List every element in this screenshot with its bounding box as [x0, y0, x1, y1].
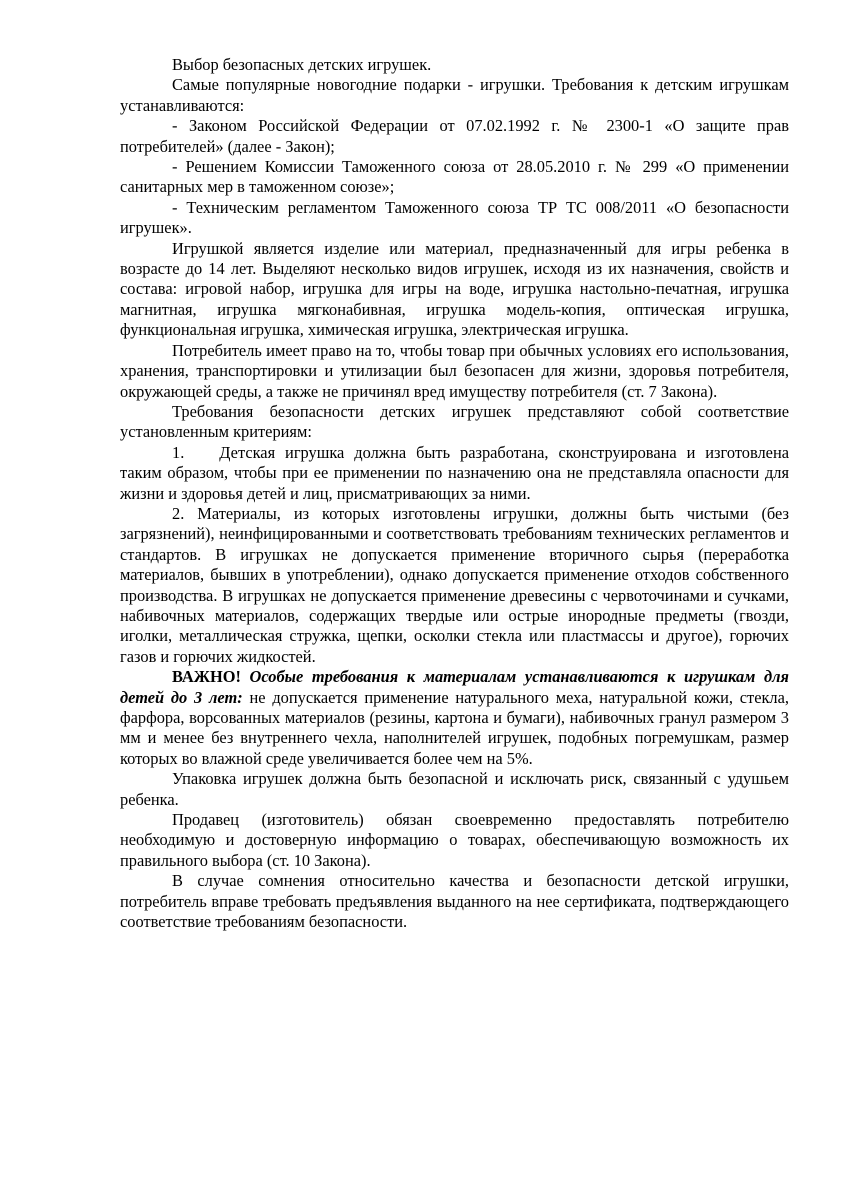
law-item: - Техническим регламентом Таможенного союза ТР ТС 008/2011 «О безопасности игрушек». [120, 197, 789, 238]
important-emphasis: Особые требования к материалам устанавливаются к игрушкам для детей до 3 лет: [120, 667, 789, 707]
criterion-1 [120, 443, 789, 504]
document-title: Выбор безопасных детских игрушек. [172, 55, 432, 74]
intro-paragraph: Самые популярные новогодние подарки - игрушки. Требования к детским игрушкам устанавливаются: [120, 75, 789, 115]
criterion-1-number: 1. [172, 442, 185, 462]
criteria-intro-paragraph: Требования безопасности детских игрушек представляют собой соответствие установленным критериям: [120, 401, 789, 442]
seller-duty-paragraph: Продавец (изготовитель) обязан своевременно предоставлять потребителю необходимую и достоверную информацию о товарах, обеспечивающую возможность их правильного выбора (ст. 10 Закона). [120, 810, 789, 870]
important-label: ВАЖНО! [172, 667, 241, 687]
packaging-paragraph: Упаковка игрушек должна быть безопасной и исключать риск, связанный с удушьем ребенка. [120, 769, 789, 809]
consumer-right-paragraph: Потребитель имеет право на то, чтобы товар при обычных условиях его использования, хранения, транспортировки и утилизации был безопасен для жизни, здоровья потребителя, окружающей среды, а также не причинял вред имуществу потребителя (ст. 7 Закона). [120, 340, 789, 401]
important-paragraph [120, 667, 789, 769]
law-item: - Решением Комиссии Таможенного союза от 28.05.2010 г. № 299 «О применении санитарных мер в таможенном союзе»; [120, 157, 789, 197]
document-body [120, 55, 789, 932]
criterion-1-text: Детская игрушка должна быть разработана, сконструирована и изготовлена таким образом, чтобы при ее применении по назначению она не представляла опасности для жизни и здоровья детей и лиц, присматривающих за ними. [120, 442, 789, 503]
criterion-2: 2. Материалы, из которых изготовлены игрушки, должны быть чистыми (без загрязнений), неинфицированными и соответствовать требованиям технических регламентов и стандартов. В игрушках не допускается применение вторичного сырья (переработка материалов, бывших в употреблении), однако допускается применение отходов собственного производства. В игрушках не допускается применение древесины с червоточинами и сучками, набивочных материалов, содержащих твердые или острые инородные предметы (гвозди, иголки, металлическая стружка, щепки, осколки стекла или пластмассы и другое), горючих газов и горючих жидкостей. [120, 503, 789, 666]
important-text: не допускается применение натурального меха, натуральной кожи, стекла, фарфора, ворсованных материалов (резины, картона и бумаги), набивочных гранул размером 3 мм и менее без внутреннего чехла, наполнителей игрушек, подобных погремушкам, размер которых во влажной среде увеличивается более чем на 5%. [120, 687, 789, 768]
law-item: - Законом Российской Федерации от 07.02.1992 г. № 2300-1 «О защите прав потребителей» (далее - Закон); [120, 116, 789, 156]
doubt-paragraph: В случае сомнения относительно качества и безопасности детской игрушки, потребитель вправе требовать предъявления выданного на нее сертификата, подтверждающего соответствие требованиям безопасности. [120, 871, 789, 932]
definition-paragraph: Игрушкой является изделие или материал, предназначенный для игры ребенка в возрасте до 14 лет. Выделяют несколько видов игрушек, исходя из их назначения, свойств и состава: игровой набор, игрушка для игры на воде, игрушка настольно-печатная, игрушка магнитная, игрушка мягконабивная, игрушка модель-копия, оптическая игрушка, функциональная игрушка, химическая игрушка, электрическая игрушка. [120, 238, 789, 340]
